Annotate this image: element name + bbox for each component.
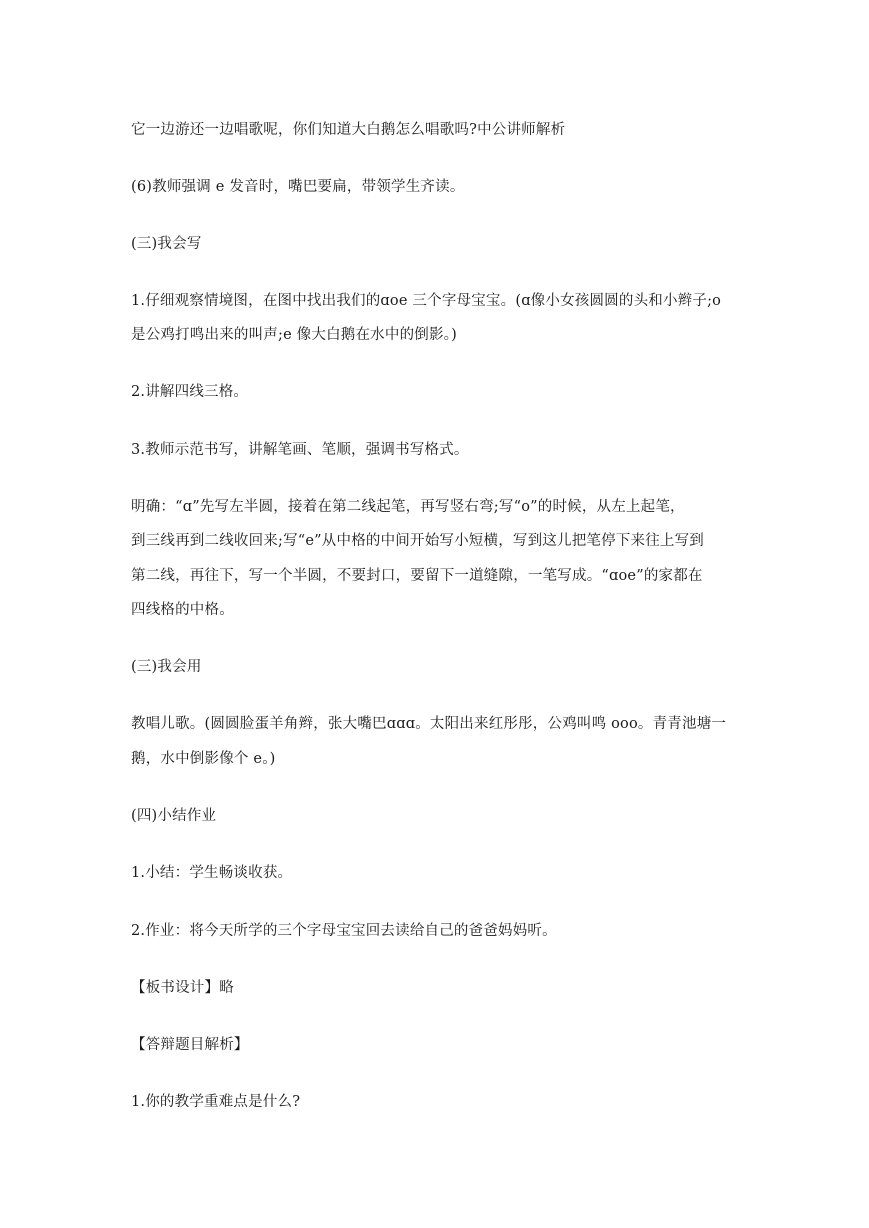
paragraph-line: 四线格的中格。 <box>131 602 234 618</box>
paragraph-line: 明确：“ɑ”先写左半圆，接着在第二线起笔，再写竖右弯;写“o”的时候，从左上起笔， <box>131 499 685 515</box>
paragraph-line: (6)教师强调 e 发音时，嘴巴要扁，带领学生齐读。 <box>131 179 465 195</box>
section-heading: 【答辩题目解析】 <box>131 1037 249 1053</box>
paragraph-line: 鹅，水中倒影像个 e。) <box>131 751 276 767</box>
question-line: 1.你的教学重难点是什么? <box>131 1094 301 1110</box>
paragraph-line: 1.小结：学生畅谈收获。 <box>131 865 293 881</box>
section-heading: 【板书设计】略 <box>131 980 234 996</box>
section-heading: (四)小结作业 <box>131 808 217 824</box>
paragraph-line: 是公鸡打鸣出来的叫声;e 像大白鹅在水中的倒影。) <box>131 327 457 343</box>
paragraph-line: 它一边游还一边唱歌呢，你们知道大白鹅怎么唱歌吗?中公讲师解析 <box>131 122 566 138</box>
paragraph-line: 3.教师示范书写，讲解笔画、笔顺，强调书写格式。 <box>131 442 469 458</box>
section-heading: (三)我会用 <box>131 659 202 675</box>
paragraph-line: 到三线再到二线收回来;写“e”从中格的中间开始写小短横，写到这儿把笔停下来往上写到 <box>131 533 704 549</box>
paragraph-line: 2.作业：将今天所学的三个字母宝宝回去读给自己的爸爸妈妈听。 <box>131 923 557 939</box>
paragraph-line: 1.仔细观察情境图，在图中找出我们的ɑoe 三个字母宝宝。(ɑ像小女孩圆圆的头和小辫子;o <box>131 293 722 309</box>
paragraph-line: 2.讲解四线三格。 <box>131 384 249 400</box>
section-heading: (三)我会写 <box>131 236 202 252</box>
paragraph-line: 第二线，再往下，写一个半圆，不要封口，要留下一道缝隙，一笔写成。“ɑoe”的家都在 <box>131 568 703 584</box>
paragraph-line: 教唱儿歌。(圆圆脸蛋羊角辫，张大嘴巴ɑɑɑ。太阳出来红彤彤，公鸡叫鸣 ooo。青青池塘一 <box>131 716 727 732</box>
